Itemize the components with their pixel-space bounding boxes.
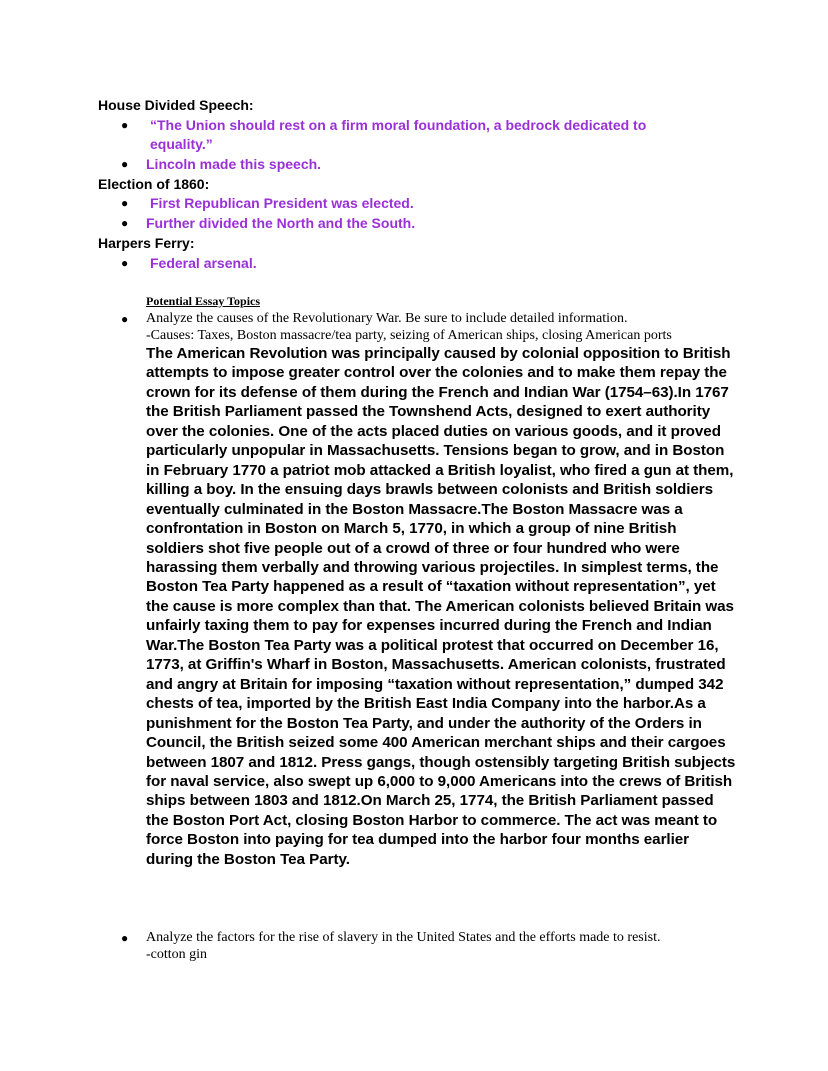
bullet-icon: ● — [121, 931, 129, 945]
list-item-federal-arsenal: Federal arsenal. — [150, 255, 257, 271]
essay-prompt-slavery: Analyze the factors for the rise of slavery in the United States and the efforts made to resist. — [146, 930, 661, 945]
bullet-icon: ● — [121, 216, 129, 230]
bullet-icon: ● — [121, 196, 129, 210]
section-heading-election-1860: Election of 1860: — [98, 176, 210, 192]
bullet-icon: ● — [121, 157, 129, 171]
list-item-lincoln-speech: Lincoln made this speech. — [146, 156, 322, 172]
essay-note-cotton-gin: -cotton gin — [146, 947, 208, 962]
essay-note-causes: -Causes: Taxes, Boston massacre/tea party, seizing of American ships, closing American ports — [146, 328, 672, 343]
essay-topics-title: Potential Essay Topics — [146, 294, 261, 308]
list-item-first-republican: First Republican President was elected. — [150, 195, 414, 211]
bullet-icon: ● — [121, 312, 129, 326]
list-item-divided-north-south: Further divided the North and the South. — [146, 215, 416, 231]
section-heading-house-divided: House Divided Speech: — [98, 97, 254, 113]
essay-answer-revolution: The American Revolution was principally caused by colonial opposition to British attempts to impose greater control over the colonies and to make them repay the crown for its defense of them during the French and Indian War (1754–63).In 1767 the British Parliament passed the Townshend Acts, designed to exert authority over the colonies. One of the acts placed duties on various goods, and it proved particularly unpopular in Massachusetts. Tensions began to grow, and in Boston in February 1770 a patriot mob attacked a British loyalist, who fired a gun at them, killing a boy. In the ensuing days brawls between colonists and British soldiers eventually culminated in the Boston Massacre.The Boston Massacre was a confrontation in Boston on March 5, 1770, in which a group of nine British soldiers shot five people out of a crowd of three or four hundred who were harassing them verbally and throwing various projectiles. In simplest terms, the Boston Tea Party happened as a result of “taxation without representation”, yet the cause is more complex than that. The American colonists believed Britain was unfairly taxing them to pay for expenses incurred during the French and Indian War.The Boston Tea Party was a political protest that occurred on December 16, 1773, at Griffin's Wharf in Boston, Massachusetts. American colonists, frustrated and angry at Britain for imposing “taxation without representation,” dumped 342 chests of tea, imported by the British East India Company into the harbor.As a punishment for the Boston Tea Party, and under the authority of the Orders in Council, the British seized some 400 American merchant ships and their cargoes between 1807 and 1812. Press gangs, though ostensibly targeting British subjects for naval service, also swept up 6,000 to 9,000 Americans into the crews of British ships between 1803 and 1812.On March 25, 1774, the British Parliament passed the Boston Port Act, closing Boston Harbor to commerce. The act was meant to force Boston into paying for tea dumped into the harbor four months earlier during the Boston Tea Party. — [146, 345, 736, 868]
section-heading-harpers-ferry: Harpers Ferry: — [98, 235, 195, 251]
bullet-icon: ● — [121, 256, 129, 270]
essay-prompt-revolutionary-war: Analyze the causes of the Revolutionary War. Be sure to include detailed information. — [146, 311, 628, 326]
list-item-union-quote: “The Union should rest on a firm moral foundation, a bedrock dedicated to equality.” — [150, 117, 647, 152]
bullet-icon: ● — [121, 118, 129, 132]
